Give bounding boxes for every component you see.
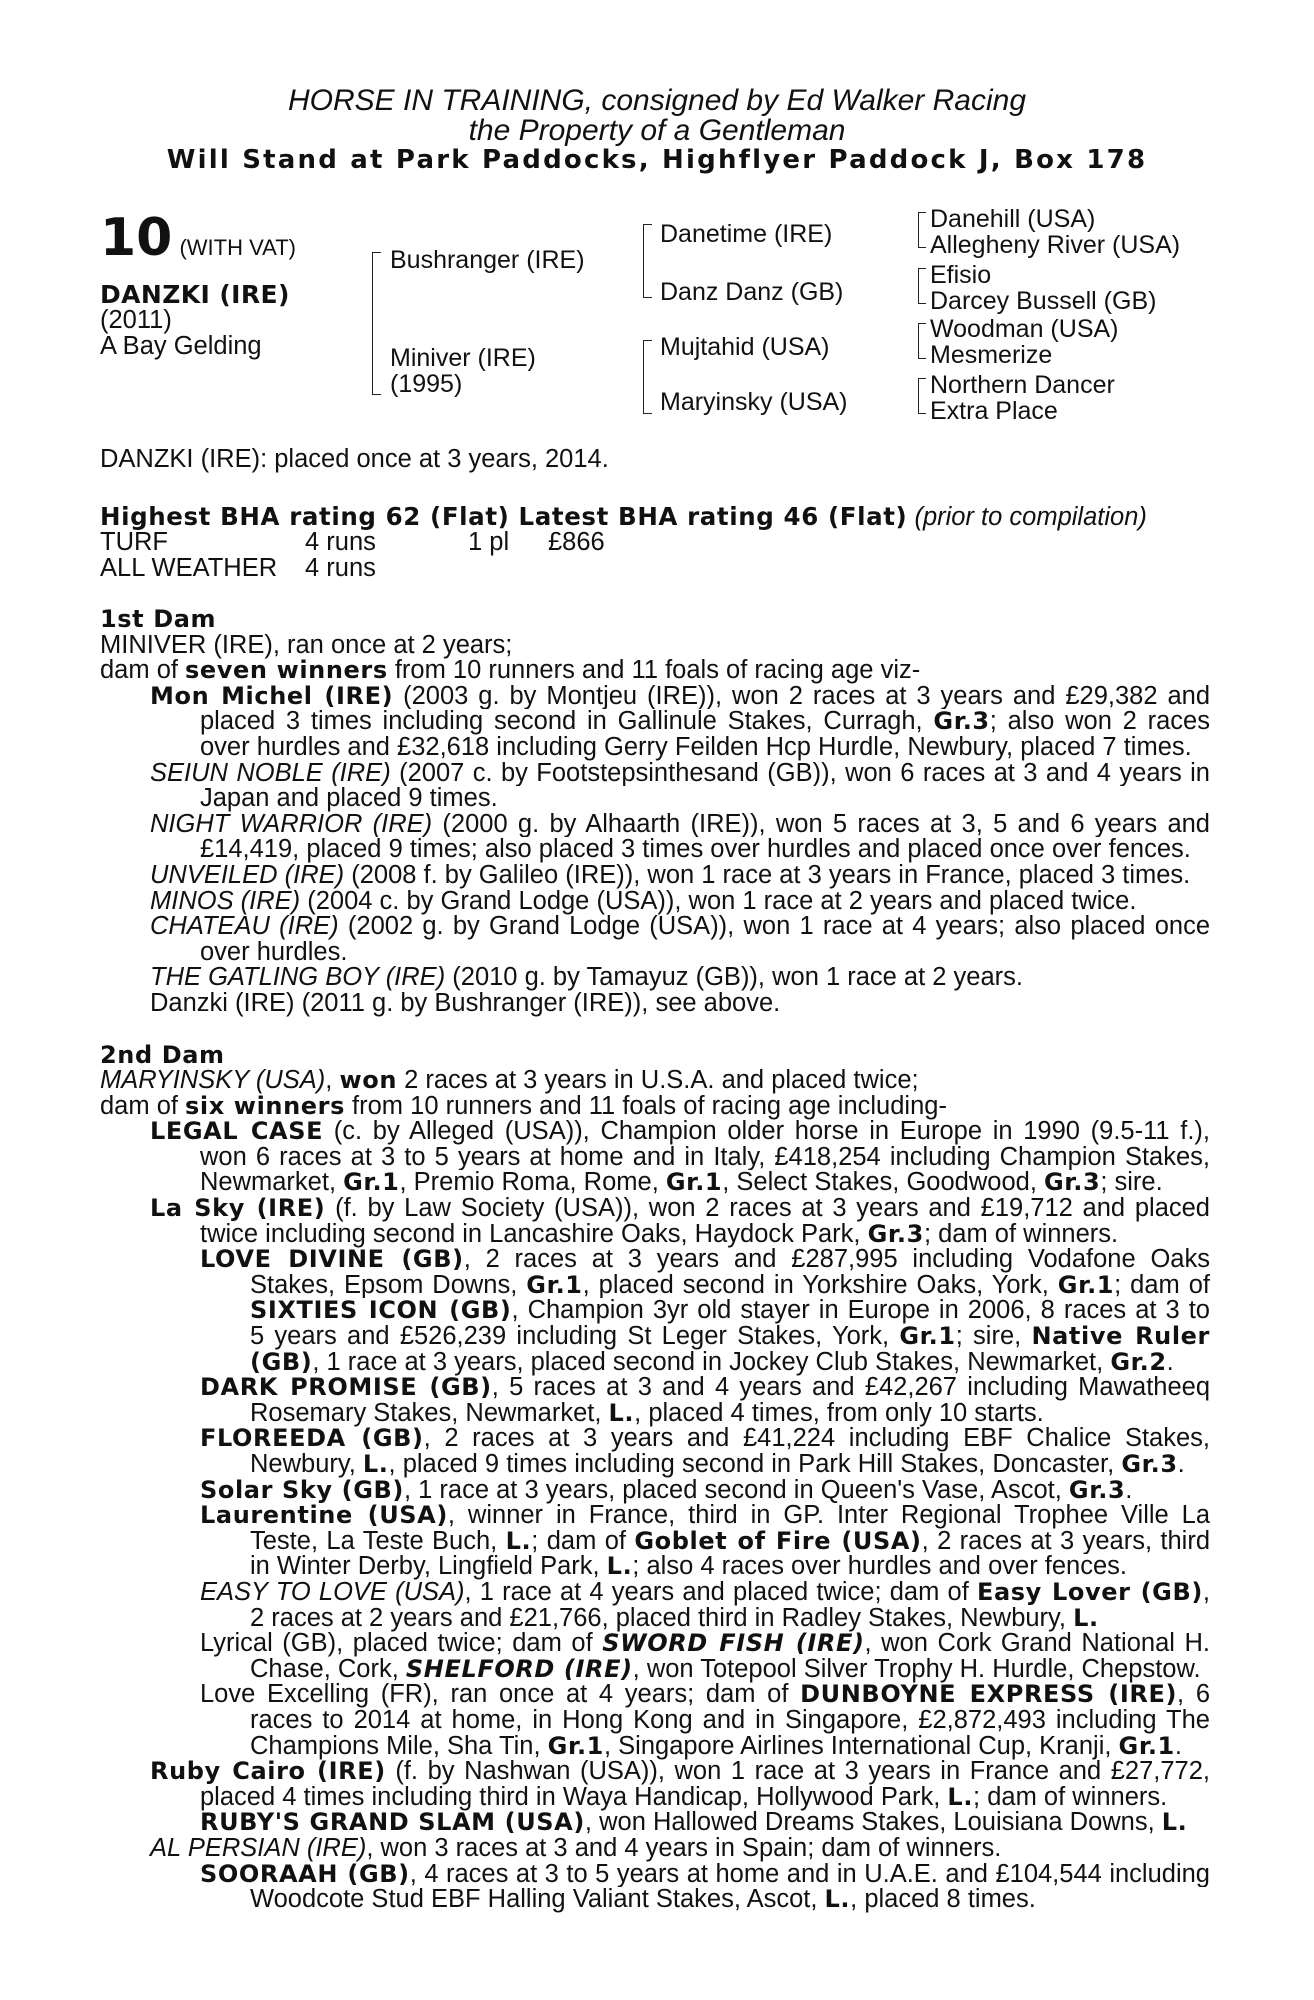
second-dam-line: MARYINSKY (USA), won 2 races at 3 years in U.S.A. and placed twice; xyxy=(100,1066,919,1095)
produce-seiun-noble: SEIUN NOBLE (IRE) (2007 c. by Footstepsinthesand (GB)), won 6 races at 3 and 4 years in xyxy=(150,760,1210,787)
pedigree-g2: Allegheny River (USA) xyxy=(930,231,1181,259)
produce-minos: MINOS (IRE) (2004 c. by Grand Lodge (USA)), won 1 race at 2 years and placed twice. xyxy=(150,886,1137,915)
pedigree-g4: Darcey Bussell (GB) xyxy=(930,287,1157,315)
produce-night-warrior: NIGHT WARRIOR (IRE) (2000 g. by Alhaarth (IRE)), won 5 races at 3, 5 and 6 years and xyxy=(150,811,1210,838)
produce-sooraah: SOORAAH (GB), 4 races at 3 to 5 years at home and in U.A.E. and £104,544 including xyxy=(200,1861,1210,1888)
pedigree-sire-dam: Danz Danz (GB) xyxy=(660,278,844,306)
aw-label: ALL WEATHER xyxy=(100,554,278,582)
pedigree-bracket-g2a xyxy=(643,224,652,298)
catalogue-header-line3: Will Stand at Park Paddocks, Highflyer Paddock J, Box 178 xyxy=(166,145,1148,175)
pedigree-sire: Bushranger (IRE) xyxy=(390,246,585,274)
horse-name: DANZKI (IRE) xyxy=(100,280,290,309)
produce-legal-case: LEGAL CASE (c. by Alleged (USA)), Champion older horse in Europe in 1990 (9.5-11 f.), xyxy=(150,1119,1210,1145)
pedigree-bracket-g3d xyxy=(918,378,926,414)
lot-number: 10 xyxy=(100,208,173,268)
produce-la-sky: La Sky (IRE) (f. by Law Society (USA)), won 2 races at 3 years and £19,712 and placed xyxy=(150,1196,1210,1222)
produce-unveiled: UNVEILED (IRE) (2008 f. by Galileo (IRE)), won 1 race at 3 years in France, placed 3 times. xyxy=(150,860,1191,889)
aw-runs: 4 runs xyxy=(305,554,376,582)
pedigree-g7: Northern Dancer xyxy=(930,371,1115,399)
produce-sixties-icon: SIXTIES ICON (GB), Champion 3yr old stayer in Europe in 2006, 8 races at 3 to xyxy=(250,1298,1210,1325)
pedigree-dam-sire: Mujtahid (USA) xyxy=(660,333,830,361)
turf-placings: 1 pl xyxy=(468,528,510,556)
produce-mon-michel: Mon Michel (IRE) (2003 g. by Montjeu (IRE)), won 2 races at 3 years and £29,382 and xyxy=(150,683,1210,710)
horse-description: A Bay Gelding xyxy=(100,332,262,360)
first-dam-section: 1st Dam MINIVER (IRE), ran once at 2 years; dam of seven winners from 10 runners and 11 foals of racing age viz- Mon Michel (IRE) (2003 g. by Montjeu (IRE)), won 2 races at 3 years and £29,382 and placed 3 times including second in Gallinule Stakes, Curragh, Gr.3; also won 2 races over hurdles and £32,618 including Gerry Feilden Hcp Hurdle, Newbury, placed 7 times. SEIUN NOBLE (IRE) (2007 c. by Footstepsinthesand (GB)), won 6 races at 3 and 4 years in Japan and placed 9 times. NIGHT WARRIOR (IRE) (2000 g. by Alhaarth (IRE)), won 5 races at 3, 5 and 6 years and £14,419, placed 9 times; also placed 3 times over hurdles and placed once over fences. UNVEILED (IRE) (2008 f. by Galileo (IRE)), won 1 race at 3 years in France, placed 3 times. MINOS (IRE) (2004 c. by Grand Lodge (USA)), won 1 race at 2 years and placed twice. CHATEAU (IRE) (2002 g. by Grand Lodge (USA)), won 1 race at 4 years; also placed once over hurdles. THE GATLING BOY (IRE) (2010 g. by Tamayuz (GB)), won 1 race at 2 years. Danzki (IRE) (2011 g. by Bushranger (IRE)), see above. 2nd Dam MARYINSKY (USA), won 2 races at 3 years in U.S.A. and placed twice; dam of six winners from 10 runners and 11 foals of racing age including- LEGAL CASE (c. by Alleged (USA)), Champion older horse in Europe in 1990 (9.5-11 f.), won 6 races at 3 to 5 years at home and in Italy, £418,254 including Champion Stakes, Newmarket, Gr.1, Premio Roma, Rome, Gr.1, Select Stakes, Goodwood, Gr.3; sire. La Sky (IRE) (f. by Law Society (USA)), won 2 races at 3 years and £19,712 and placed twice including second in Lancashire Oaks, Haydock Park, Gr.3; dam of winners. LOVE DIVINE (GB), 2 races at 3 years and £287,995 including Vodafone Oaks Stakes, Epsom Downs, Gr.1, placed second in Yorkshire Oaks, York, Gr.1; dam of SIXTIES ICON (GB), Champion 3yr old stayer in Europe in 2006, 8 races at 3 to 5 years and £526,239 including St Leger Stakes, York, Gr.1; sire, Native Ruler (GB), 1 race at 3 years, placed second in Jockey Club Stakes, Newmarket, Gr.2. DARK PROMISE (GB), 5 races at 3 and 4 years and £42,267 including Mawatheeq Rosemary Stakes, Newmarket, L., placed 4 times, from only 10 starts. FLOREEDA (GB), 2 races at 3 years and £41,224 including EBF Chalice Stakes, Newbury, L., placed 9 times including second in Park Hill Stakes, Doncaster, Gr.3. Solar Sky (GB), 1 race at 3 years, placed second in Queen's Vase, Ascot, Gr.3. Laurentine (USA), winner in France, third in GP. Inter Regional Trophee Ville La Teste, La Teste Buch, L.; dam of Goblet of Fire (USA), 2 races at 3 years, third in Winter Derby, Lingfield Park, L.; also 4 races over hurdles and over fences. EASY TO LOVE (USA), 1 race at 4 years and placed twice; dam of Easy Lover (GB), 2 races at 2 years and £21,766, placed third in Radley Stakes, Newbury, L. Lyrical (GB), placed twice; dam of SWORD FISH (IRE), won Cork Grand National H. Chase, Cork, SHELFORD (IRE), won Totepool Silver Trophy H. Hurdle, Chepstow. Love Excelling (FR), ran once at 4 years; dam of DUNBOYNE EXPRESS (IRE), 6 races to 2014 at home, in Hong Kong and in Singapore, £2,872,493 including The Champions Mile, Sha Tin, Gr.1, Singapore Airlines International Cup, Kranji, Gr.1. Ruby Cairo (IRE) (f. by Nashwan (USA)), won 1 race at 3 years in France and £27,772, placed 4 times including third in Waya Handicap, Hollywood Park, L.; dam of winners. RUBY'S GRAND SLAM (USA), won Hallowed Dreams Stakes, Louisiana Downs, L. AL PERSIAN (IRE), won 3 races at 3 and 4 years in Spain; dam of winners. SOORAAH (GB), 4 races at 3 to 5 years at home and in U.A.E. and £104,544 including Woodcote Stud EBF Halling Valiant Stakes, Ascot, L., placed 8 times. xyxy=(100,605,1210,1914)
pedigree-g8: Extra Place xyxy=(930,397,1058,425)
produce-dark-promise: DARK PROMISE (GB), 5 races at 3 and 4 years and £42,267 including Mawatheeq xyxy=(200,1375,1210,1401)
produce-danzki: Danzki (IRE) (2011 g. by Bushranger (IRE)), see above. xyxy=(150,988,781,1017)
produce-laurentine: Laurentine (USA), winner in France, third in GP. Inter Regional Trophee Ville La xyxy=(200,1503,1210,1529)
produce-lyrical: Lyrical (GB), placed twice; dam of SWORD FISH (IRE), won Cork Grand National H. xyxy=(200,1631,1210,1657)
first-dam-line: MINIVER (IRE), ran once at 2 years; xyxy=(100,630,513,659)
catalogue-header-line2: the Property of a Gentleman xyxy=(468,114,846,147)
produce-rubys-grand-slam: RUBY'S GRAND SLAM (USA), won Hallowed Dreams Stakes, Louisiana Downs, L. xyxy=(200,1808,1188,1837)
turf-earnings: £866 xyxy=(548,528,605,556)
produce-native-ruler: (GB), 1 race at 3 years, placed second in Jockey Club Stakes, Newmarket, Gr.2. xyxy=(250,1347,1174,1376)
bha-rating-note: (prior to compilation) xyxy=(914,503,1147,531)
horse-year: (2011) xyxy=(100,306,172,334)
pedigree-bracket-g3b xyxy=(918,268,926,304)
bha-rating xyxy=(100,504,1147,531)
pedigree-g3: Efisio xyxy=(930,261,992,289)
bha-rating-text: Highest BHA rating 62 (Flat) Latest BHA rating 46 (Flat) xyxy=(100,502,908,531)
pedigree-g1: Danehill (USA) xyxy=(930,205,1096,233)
produce-chateau: CHATEAU (IRE) (2002 g. by Grand Lodge (USA)), won 1 race at 4 years; also placed once xyxy=(150,914,1210,940)
produce-al-persian: AL PERSIAN (IRE), won 3 races at 3 and 4 years in Spain; dam of winners. xyxy=(150,1833,1002,1862)
second-dam-produce-line: dam of six winners from 10 runners and 11 foals of racing age including- xyxy=(100,1091,947,1120)
race-summary: DANZKI (IRE): placed once at 3 years, 2014. xyxy=(100,445,609,473)
first-dam-produce-line: dam of seven winners from 10 runners and 11 foals of racing age viz- xyxy=(100,656,921,685)
produce-easy-to-love: EASY TO LOVE (USA), 1 race at 4 years and placed twice; dam of Easy Lover (GB), xyxy=(200,1579,1210,1606)
pedigree-bracket-g2b xyxy=(643,340,652,414)
produce-love-divine: LOVE DIVINE (GB), 2 races at 3 years and £287,995 including Vodafone Oaks xyxy=(200,1247,1210,1273)
produce-floreeda: FLOREEDA (GB), 2 races at 3 years and £41,224 including EBF Chalice Stakes, xyxy=(200,1426,1210,1452)
pedigree-sire-sire: Danetime (IRE) xyxy=(660,220,833,248)
second-dam-heading: 2nd Dam xyxy=(100,1040,225,1069)
pedigree-dam-dam: Maryinsky (USA) xyxy=(660,388,848,416)
pedigree-bracket-sire xyxy=(372,252,381,395)
pedigree-bracket-g3c xyxy=(918,323,926,359)
pedigree-dam-year: (1995) xyxy=(390,370,463,398)
produce-gatling-boy: THE GATLING BOY (IRE) (2010 g. by Tamayuz (GB)), won 1 race at 2 years. xyxy=(150,963,1023,992)
produce-solar-sky: Solar Sky (GB), 1 race at 3 years, placed second in Queen's Vase, Ascot, Gr.3. xyxy=(200,1475,1133,1504)
produce-love-excelling: Love Excelling (FR), ran once at 4 years; dam of DUNBOYNE EXPRESS (IRE), 6 xyxy=(200,1682,1210,1708)
first-dam-heading: 1st Dam xyxy=(100,605,217,633)
pedigree-dam: Miniver (IRE) xyxy=(390,344,536,372)
pedigree-g6: Mesmerize xyxy=(930,341,1053,369)
produce-ruby-cairo: Ruby Cairo (IRE) (f. by Nashwan (USA)), won 1 race at 3 years in France and £27,772, xyxy=(150,1759,1210,1785)
lot-vat: (WITH VAT) xyxy=(179,235,296,260)
pedigree-g5: Woodman (USA) xyxy=(930,315,1119,343)
lot-heading xyxy=(100,208,296,268)
catalogue-header-line1: HORSE IN TRAINING, consigned by Ed Walker Racing xyxy=(287,84,1027,117)
turf-label: TURF xyxy=(100,528,168,556)
pedigree-bracket-g3a xyxy=(918,212,926,248)
turf-runs: 4 runs xyxy=(305,528,376,556)
